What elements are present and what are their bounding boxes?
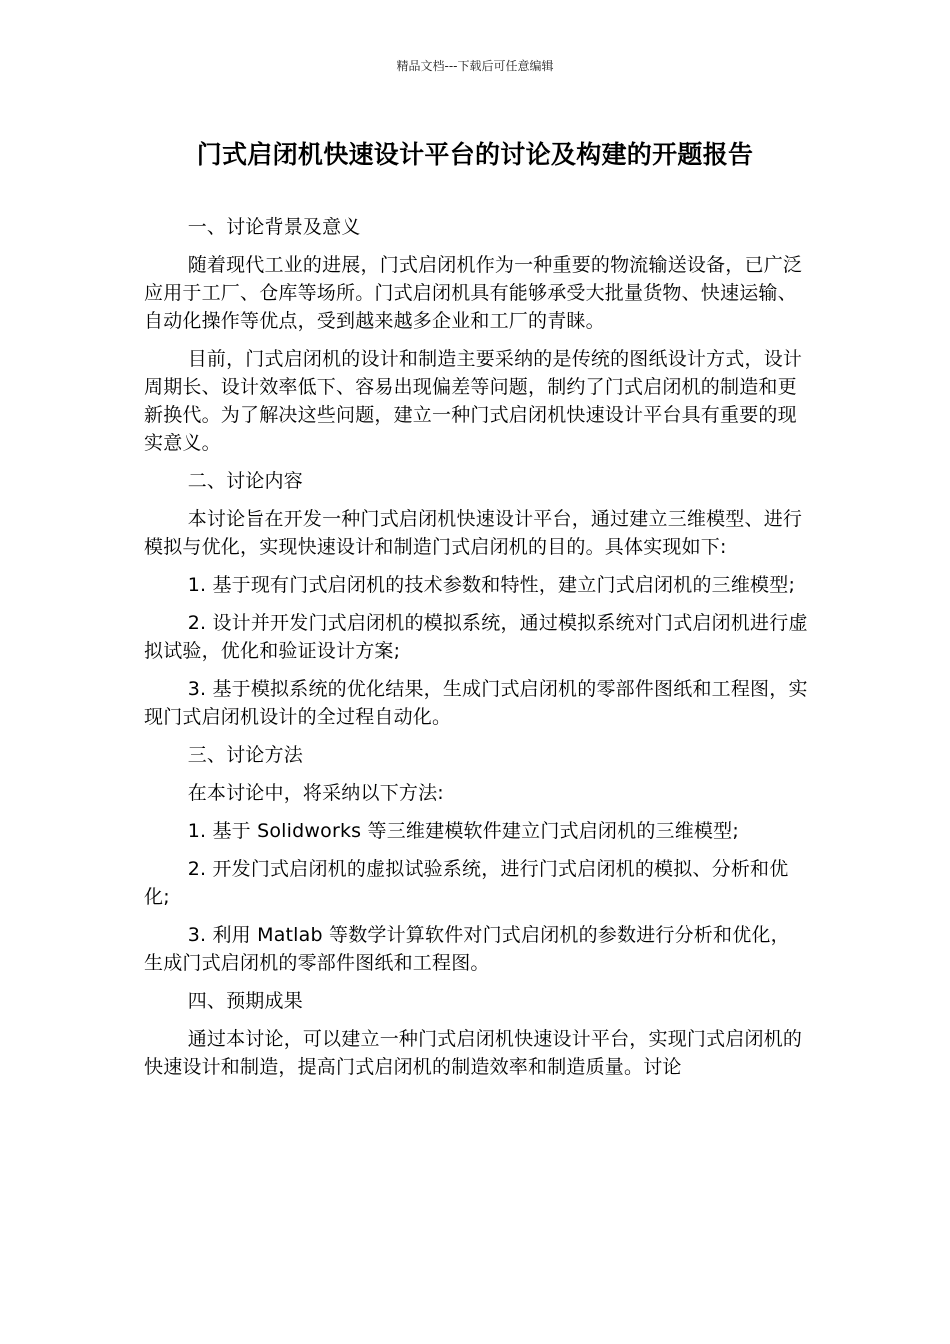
section-heading-method: 三、讨论方法	[187, 744, 303, 766]
document-body	[144, 213, 808, 1091]
list-item: 2. 开发门式启闭机的虚拟试验系统，进行门式启闭机的模拟、分析和优化;	[144, 858, 789, 908]
document-title: 门式启闭机快速设计平台的讨论及构建的开题报告	[196, 140, 754, 169]
list-item: 2. 设计并开发门式启闭机的模拟系统，通过模拟系统对门式启闭机进行虚拟试验，优化和验证设计方案;	[144, 612, 808, 662]
paragraph: 在本讨论中，将采纳以下方法:	[187, 782, 444, 804]
paragraph: 目前，门式启闭机的设计和制造主要采纳的是传统的图纸设计方式，设计周期长、设计效率低下、容易出现偏差等问题，制约了门式启闭机的制造和更新换代。为了解决这些问题，建立一种门式启闭机快速设计平台具有重要的现实意义。	[144, 348, 803, 454]
paragraph: 通过本讨论，可以建立一种门式启闭机快速设计平台，实现门式启闭机的快速设计和制造，提高门式启闭机的制造效率和制造质量。讨论	[144, 1028, 803, 1078]
list-item: 3. 利用 Matlab 等数学计算软件对门式启闭机的参数进行分析和优化，生成门式启闭机的零部件图纸和工程图。	[144, 924, 790, 974]
list-item: 1. 基于现有门式启闭机的技术参数和特性，建立门式启闭机的三维模型;	[187, 574, 796, 596]
paragraph: 本讨论旨在开发一种门式启闭机快速设计平台，通过建立三维模型、进行模拟与优化，实现快速设计和制造门式启闭机的目的。具体实现如下:	[144, 508, 803, 558]
section-heading-content: 二、讨论内容	[187, 470, 303, 492]
page-header-note: 精品文档---下载后可任意编辑	[396, 59, 554, 73]
list-item: 1. 基于 Solidworks 等三维建模软件建立门式启闭机的三维模型;	[187, 820, 739, 842]
paragraph: 随着现代工业的进展，门式启闭机作为一种重要的物流输送设备，已广泛应用于工厂、仓库等场所。门式启闭机具有能够承受大批量货物、快速运输、自动化操作等优点，受到越来越多企业和工厂的青睐。	[144, 254, 803, 332]
list-item: 3. 基于模拟系统的优化结果，生成门式启闭机的零部件图纸和工程图，实现门式启闭机设计的全过程自动化。	[144, 678, 808, 728]
section-heading-background: 一、讨论背景及意义	[187, 216, 361, 238]
section-heading-results: 四、预期成果	[187, 990, 303, 1012]
